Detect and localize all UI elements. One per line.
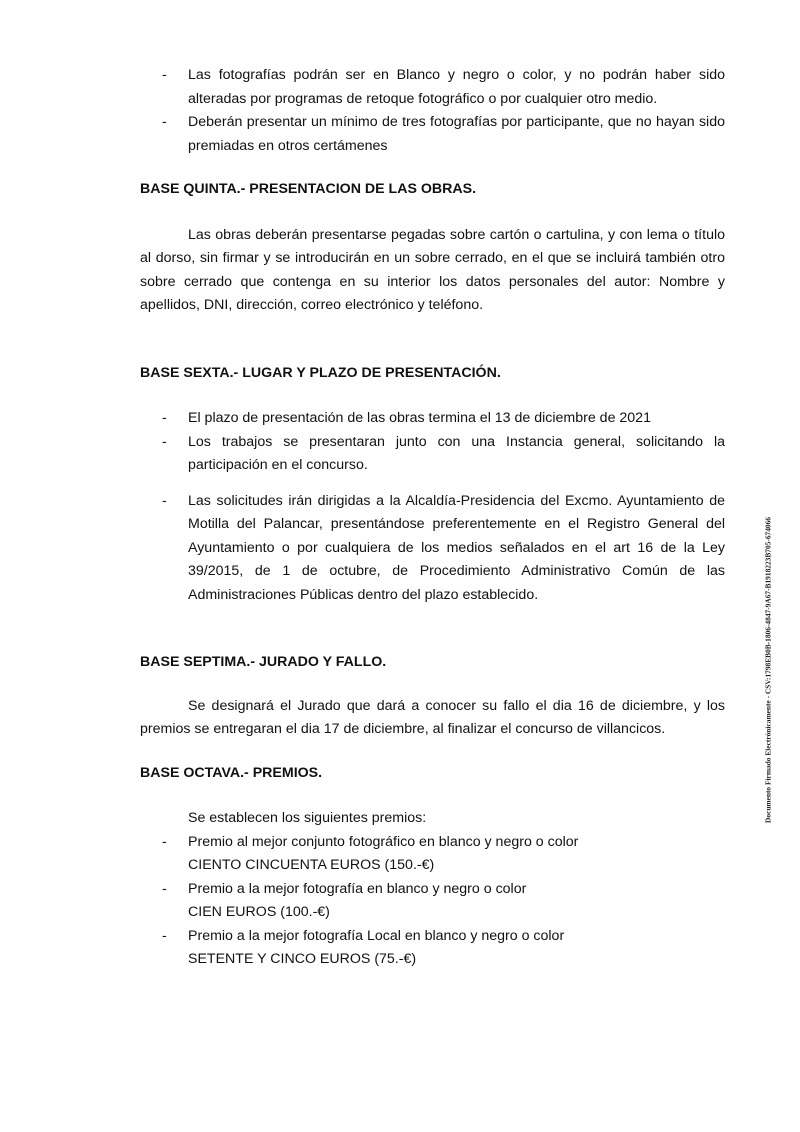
list-item [140, 64, 725, 111]
prize-amount: SETENTE Y CINCO EUROS (75.-€) [188, 951, 417, 967]
bullet-dash: - [162, 880, 167, 897]
list-item-text: El plazo de presentación de las obras termina el 13 de diciembre de 2021 [188, 410, 651, 426]
section-heading-sexta: BASE SEXTA.- LUGAR Y PLAZO DE PRESENTACIÓN. [140, 364, 501, 381]
section-heading-quinta: BASE QUINTA.- PRESENTACION DE LAS OBRAS. [140, 181, 477, 197]
bullet-dash: - [162, 410, 167, 426]
list-item [140, 407, 725, 431]
list-item [140, 878, 725, 902]
paragraph-quinta: Las obras deberán presentarse pegadas sobre cartón o cartulina, y con lema o título al dorso, sin firmar y se introducirán en un sobre cerrado, en el que se incluirá también otro sobre cerrado que contenga en su interior los datos personales del autor: Nombre y apellidos, DNI, dirección, correo electrónico y teléfono. [140, 226, 725, 313]
section-heading-octava: BASE OCTAVA.- PREMIOS. [140, 764, 323, 781]
list-item [140, 431, 725, 478]
stamp-text: Documento Firmado Electrónicamente - CSV:1798EB0B-1806-4847-9A67-B1918223B705-674066 [763, 517, 773, 823]
list-item [140, 831, 725, 855]
prize-label: Premio a la mejor fotografía en blanco y negro o color [188, 880, 527, 897]
bullet-dash: - [162, 433, 167, 450]
prize-amount: CIEN EUROS (100.-€) [188, 904, 330, 920]
bullet-dash: - [162, 492, 167, 509]
prize-label: Premio a la mejor fotografía Local en blanco y negro o color [188, 927, 565, 944]
bullet-dash: - [162, 927, 167, 944]
electronic-signature-stamp [761, 470, 775, 870]
bullet-dash: - [162, 67, 167, 83]
list-item [140, 111, 725, 158]
list-item-text: Los trabajos se presentaran junto con una Instancia general, solicitando la participación en el concurso. [188, 433, 725, 473]
list-item-text: Deberán presentar un mínimo de tres fotografías por participante, que no hayan sido premiadas en otros certámenes [188, 114, 725, 154]
bullet-dash: - [162, 833, 167, 850]
section-heading-septima: BASE SEPTIMA.- JURADO Y FALLO. [140, 654, 387, 670]
list-item-text: Las solicitudes irán dirigidas a la Alcaldía-Presidencia del Excmo. Ayuntamiento de Motilla del Palancar, presentándose preferentemente en el Registro General del Ayuntamiento o por cualquiera de los medios señalados en el art 16 de la Ley 39/2015, de 1 de octubre, de Procedimiento Administrativo Común de las Administraciones Públicas dentro del plazo establecido. [188, 492, 725, 603]
prizes-intro: Se establecen los siguientes premios: [188, 810, 427, 826]
list-item [140, 490, 725, 608]
list-item-text: Las fotografías podrán ser en Blanco y negro o color, y no podrán haber sido alteradas por programas de retoque fotográfico o por cualquier otro medio. [188, 67, 725, 107]
bullet-dash: - [162, 114, 167, 130]
paragraph-septima: Se designará el Jurado que dará a conocer su fallo el dia 16 de diciembre, y los premios se entregaran el dia 17 de diciembre, al finalizar el concurso de villancicos. [140, 697, 725, 737]
prize-amount: CIENTO CINCUENTA EUROS (150.-€) [188, 857, 435, 873]
list-item [140, 925, 725, 949]
document-body [140, 64, 725, 972]
prize-label: Premio al mejor conjunto fotográfico en blanco y negro o color [188, 833, 579, 850]
